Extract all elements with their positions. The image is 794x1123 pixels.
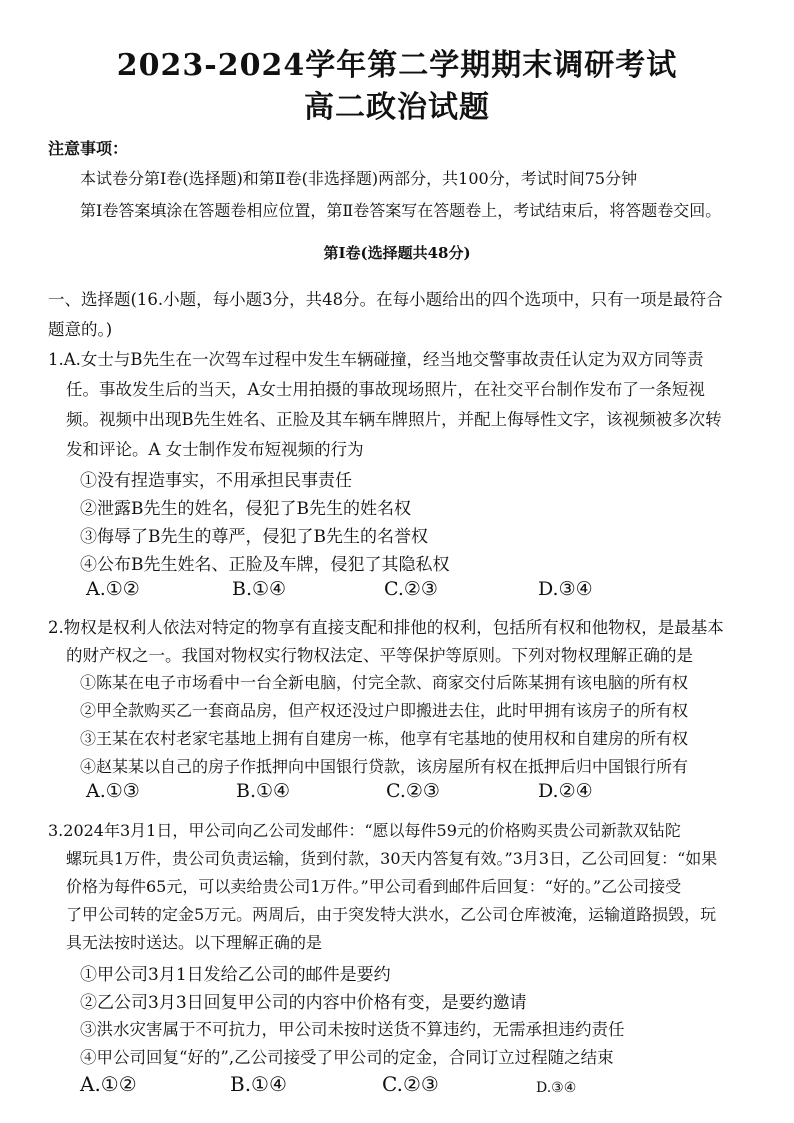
statement: ①甲公司3月1日发给乙公司的邮件是要约 bbox=[80, 965, 391, 985]
statement: ④公布B先生姓名、正脸及车牌，侵犯了其隐私权 bbox=[80, 555, 450, 575]
notice-line: 本试卷分第Ⅰ卷(选择题)和第Ⅱ卷(非选择题)两部分，共100分，考试时间75分钟 bbox=[80, 169, 638, 188]
statement: ②甲全款购买乙一套商品房，但产权还没过户即搬进去住，此时甲拥有该房子的所有权 bbox=[80, 701, 689, 720]
answer-option: A.①② bbox=[86, 578, 140, 600]
exam-subtitle: 高二政治试题 bbox=[304, 90, 490, 125]
question-stem-line: 频。视频中出现B先生姓名、正脸及其车辆车牌照片，并配上侮辱性文字，该视频被多次转 bbox=[66, 410, 722, 429]
answer-option: B.①④ bbox=[230, 1072, 287, 1096]
answer-option: B.①④ bbox=[236, 780, 291, 802]
exam-title: 2023-2024学年第二学期期末调研考试 bbox=[116, 48, 678, 83]
answer-option: C.②③ bbox=[382, 1072, 439, 1096]
question-stem-line: 价格为每件65元，可以卖给贵公司1万件。”甲公司看到邮件后回复：“好的。”乙公司接受 bbox=[66, 877, 682, 896]
statement: ③侮辱了B先生的尊严，侵犯了B先生的名誉权 bbox=[80, 527, 428, 547]
answer-option: D.②④ bbox=[538, 780, 593, 802]
question-stem-line: 的财产权之一。我国对物权实行物权法定、平等保护等原则。下列对物权理解正确的是 bbox=[66, 646, 693, 665]
question-stem-line: 任。事故发生后的当天，A女士用拍摄的事故现场照片，在社交平台制作发布了一条短视 bbox=[66, 380, 705, 399]
answer-option: D.③④ bbox=[538, 578, 593, 600]
question-stem-line: 3.2024年3月1日，甲公司向乙公司发邮件：“愿以每件59元的价格购买贵公司新款双钻陀 bbox=[48, 821, 681, 840]
statement: ②泄露B先生的姓名，侵犯了B先生的姓名权 bbox=[80, 499, 411, 519]
statement: ③洪水灾害属于不可抗力，甲公司未按时送货不算违约，无需承担违约责任 bbox=[80, 1020, 625, 1039]
question-stem-line: 了甲公司转的定金5万元。两周后，由于突发特大洪水，乙公司仓库被淹，运输道路损毁，玩 bbox=[66, 905, 717, 924]
question-stem-line: 2.物权是权利人依法对特定的物享有直接支配和排他的权利，包括所有权和他物权，是最基本 bbox=[48, 618, 724, 637]
question-stem-line: 发和评论。A 女士制作发布短视频的行为 bbox=[66, 440, 364, 459]
part-intro-line: 题意的。) bbox=[48, 320, 113, 339]
answer-option: D.③④ bbox=[536, 1080, 577, 1096]
answer-option: C.②③ bbox=[384, 578, 438, 600]
question-stem-line: 1.A.女士与B先生在一次驾车过程中发生车辆碰撞，经当地交警事故责任认定为双方同等责 bbox=[48, 350, 704, 369]
part-intro-line: 一、选择题(16.小题，每小题3分，共48分。在每小题给出的四个选项中，只有一项是最符合 bbox=[48, 290, 723, 309]
statement: ④甲公司回复“好的”,乙公司接受了甲公司的定金，合同订立过程随之结束 bbox=[80, 1048, 614, 1067]
statement: ③王某在农村老家宅基地上拥有自建房一栋，他享有宅基地的使用权和自建房的所有权 bbox=[80, 729, 689, 748]
answer-option: A.①② bbox=[80, 1072, 137, 1096]
statement: ①没有捏造事实，不用承担民事责任 bbox=[80, 471, 352, 491]
notice-line: 第Ⅰ卷答案填涂在答题卷相应位置，第Ⅱ卷答案写在答题卷上，考试结束后，将答题卷交回。 bbox=[80, 201, 722, 220]
answer-option: A.①③ bbox=[86, 780, 140, 802]
question-stem-line: 具无法按时送达。以下理解正确的是 bbox=[66, 933, 323, 952]
question-stem-line: 螺玩具1万件，贵公司负责运输，货到付款，30天内答复有效。”3月3日，乙公司回复：“如果 bbox=[66, 849, 718, 868]
notice-heading: 注意事项： bbox=[48, 139, 129, 158]
statement: ④赵某某以自己的房子作抵押向中国银行贷款，该房屋所有权在抵押后归中国银行所有 bbox=[80, 757, 689, 776]
statement: ②乙公司3月3日回复甲公司的内容中价格有变，是要约邀请 bbox=[80, 993, 527, 1013]
section-heading: 第Ⅰ卷(选择题共48分) bbox=[323, 244, 471, 262]
answer-option: B.①④ bbox=[232, 578, 287, 600]
statement: ①陈某在电子市场看中一台全新电脑，付完全款、商家交付后陈某拥有该电脑的所有权 bbox=[80, 673, 689, 692]
answer-option: C.②③ bbox=[386, 780, 440, 802]
